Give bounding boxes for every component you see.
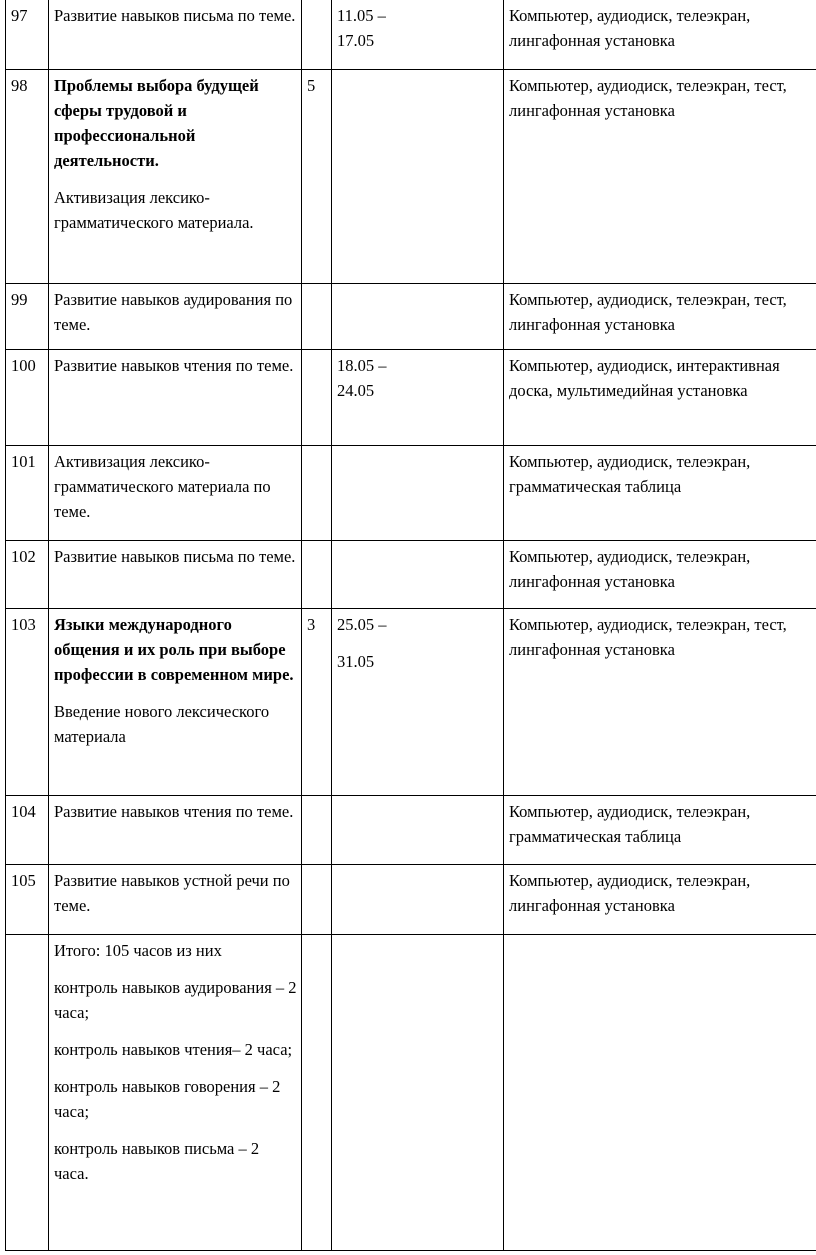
lesson-date xyxy=(332,350,504,446)
lesson-date xyxy=(332,609,504,796)
topic-text: Развитие навыков письма по теме. xyxy=(54,6,296,25)
lesson-number: 101 xyxy=(6,446,49,541)
lesson-hours xyxy=(302,541,332,609)
date-end: 31.05 xyxy=(337,652,375,671)
lesson-topic xyxy=(49,541,302,609)
lesson-topic xyxy=(49,284,302,350)
table-row xyxy=(6,865,816,935)
date-start: 18.05 – xyxy=(337,356,387,375)
topic-text: Развитие навыков аудирования по теме. xyxy=(54,290,293,334)
totals-empty-cell xyxy=(504,935,816,1251)
totals-empty-cell xyxy=(302,935,332,1251)
lesson-equipment: Компьютер, аудиодиск, телеэкран, тест, лингафонная установка xyxy=(504,70,816,284)
totals-reading: контроль навыков чтения– 2 часа; xyxy=(54,1040,293,1059)
lesson-equipment: Компьютер, аудиодиск, телеэкран, грамматическая таблица xyxy=(504,796,816,865)
totals-empty-cell xyxy=(332,935,504,1251)
topic-text: Развитие навыков чтения по теме. xyxy=(54,356,294,375)
lesson-topic xyxy=(49,796,302,865)
totals-empty-cell xyxy=(6,935,49,1251)
lesson-date xyxy=(332,70,504,284)
lesson-topic xyxy=(49,0,302,70)
lesson-number: 99 xyxy=(6,284,49,350)
lesson-plan-table xyxy=(5,0,816,1251)
lesson-date xyxy=(332,541,504,609)
table-row xyxy=(6,70,816,284)
lesson-number: 97 xyxy=(6,0,49,70)
date-start: 25.05 – xyxy=(337,615,387,634)
lesson-topic xyxy=(49,609,302,796)
totals-row xyxy=(6,935,816,1251)
lesson-date xyxy=(332,796,504,865)
lesson-topic xyxy=(49,865,302,935)
table-row xyxy=(6,796,816,865)
topic-text: Развитие навыков письма по теме. xyxy=(54,547,296,566)
lesson-topic xyxy=(49,446,302,541)
lesson-number: 105 xyxy=(6,865,49,935)
lesson-hours: 3 xyxy=(302,609,332,796)
lesson-date xyxy=(332,0,504,70)
lesson-number: 98 xyxy=(6,70,49,284)
lesson-date xyxy=(332,865,504,935)
lesson-date xyxy=(332,446,504,541)
lesson-topic xyxy=(49,70,302,284)
lesson-number: 103 xyxy=(6,609,49,796)
table-row xyxy=(6,609,816,796)
table-row xyxy=(6,284,816,350)
lesson-hours xyxy=(302,796,332,865)
totals-speaking: контроль навыков говорения – 2 часа; xyxy=(54,1077,281,1121)
totals-writing: контроль навыков письма – 2 часа. xyxy=(54,1139,260,1183)
lesson-number: 104 xyxy=(6,796,49,865)
totals-summary xyxy=(49,935,302,1251)
lesson-date xyxy=(332,284,504,350)
lesson-equipment: Компьютер, аудиодиск, интерактивная доска, мультимедийная установка xyxy=(504,350,816,446)
lesson-number: 100 xyxy=(6,350,49,446)
lesson-hours: 5 xyxy=(302,70,332,284)
lesson-hours xyxy=(302,284,332,350)
date-end: 24.05 xyxy=(337,381,375,400)
table-row xyxy=(6,541,816,609)
topic-text: Развитие навыков чтения по теме. xyxy=(54,802,294,821)
section-title: Проблемы выбора будущей сферы трудовой и профессиональной деятельности. xyxy=(54,76,259,170)
lesson-topic xyxy=(49,350,302,446)
totals-listening: контроль навыков аудирования – 2 часа; xyxy=(54,978,297,1022)
topic-text: Активизация лексико-грамматического материала по теме. xyxy=(54,452,271,521)
lesson-hours xyxy=(302,446,332,541)
date-start: 11.05 – xyxy=(337,6,386,25)
topic-text: Развитие навыков устной речи по теме. xyxy=(54,871,290,915)
table-row xyxy=(6,350,816,446)
date-end: 17.05 xyxy=(337,31,375,50)
lesson-equipment: Компьютер, аудиодиск, телеэкран, тест, лингафонная установка xyxy=(504,284,816,350)
table-row xyxy=(6,446,816,541)
lesson-equipment: Компьютер, аудиодиск, телеэкран, лингафонная установка xyxy=(504,0,816,70)
topic-text: Активизация лексико-грамматического материала. xyxy=(54,188,254,232)
lesson-equipment: Компьютер, аудиодиск, телеэкран, лингафонная установка xyxy=(504,541,816,609)
lesson-hours xyxy=(302,350,332,446)
lesson-hours xyxy=(302,0,332,70)
lesson-equipment: Компьютер, аудиодиск, телеэкран, грамматическая таблица xyxy=(504,446,816,541)
lesson-equipment: Компьютер, аудиодиск, телеэкран, лингафонная установка xyxy=(504,865,816,935)
section-title: Языки международного общения и их роль при выборе профессии в современном мире. xyxy=(54,615,294,684)
lesson-hours xyxy=(302,865,332,935)
lesson-equipment: Компьютер, аудиодиск, телеэкран, тест, лингафонная установка xyxy=(504,609,816,796)
lesson-number: 102 xyxy=(6,541,49,609)
table-row xyxy=(6,0,816,70)
totals-heading: Итого: 105 часов из них xyxy=(54,941,222,960)
topic-text: Введение нового лексического материала xyxy=(54,702,270,746)
